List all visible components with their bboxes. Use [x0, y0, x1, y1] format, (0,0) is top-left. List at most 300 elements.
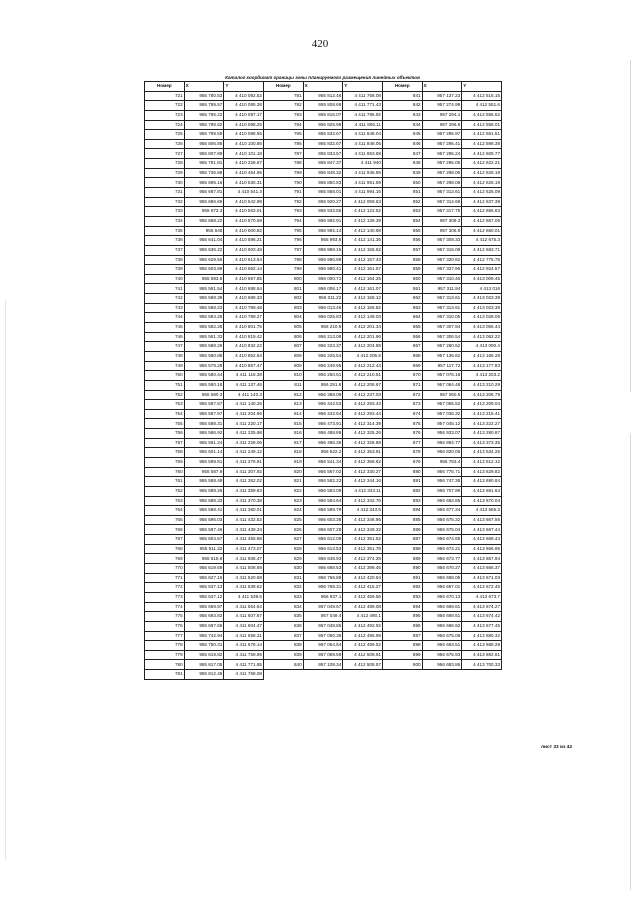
point-number-cell: 803: [263, 303, 303, 313]
point-number-cell: 736: [145, 236, 185, 246]
x-coordinate-cell: 955 795.22: [184, 110, 224, 120]
table-row: [145, 429, 502, 439]
y-coordinate-cell: 4 413 090.4: [462, 342, 502, 352]
y-coordinate-cell: 4 412 625.19: [462, 178, 502, 188]
x-coordinate-cell: 955 582.28: [184, 323, 224, 333]
table-row: [145, 612, 502, 622]
y-coordinate-cell: 4 413 691.64: [462, 486, 502, 496]
y-coordinate-cell: 4 410 613.54: [224, 255, 264, 265]
x-coordinate-cell: 955 603.89: [184, 265, 224, 275]
point-number-cell: 864: [382, 313, 422, 323]
table-row: [145, 400, 502, 410]
point-number-cell: 799: [263, 265, 303, 275]
y-coordinate-cell: 4 411 307.92: [224, 467, 264, 477]
point-number-cell: 792: [263, 197, 303, 207]
point-number-cell: 751: [145, 380, 185, 390]
x-coordinate-cell: 956 775.71: [422, 467, 462, 477]
x-coordinate-cell: 956 648.93: [303, 554, 343, 564]
y-coordinate-cell: 4 412 157.43: [343, 255, 383, 265]
table-row: [145, 303, 502, 313]
table-body: [145, 91, 502, 679]
y-coordinate-cell: 4 412 561.51: [462, 130, 502, 140]
y-coordinate-cell: 4 411 945.95: [343, 168, 383, 178]
table-row: [145, 265, 502, 275]
y-coordinate-cell: 4 412 660.01: [462, 226, 502, 236]
x-coordinate-cell: 955 581.33: [184, 332, 224, 342]
column-header: Номер: [382, 82, 422, 92]
point-number-cell: 817: [263, 438, 303, 448]
point-number-cell: 876: [382, 429, 422, 439]
point-number-cell: 838: [263, 641, 303, 651]
x-coordinate-cell: 955 637.12: [184, 592, 224, 602]
x-coordinate-cell: 955 579.28: [184, 361, 224, 371]
y-coordinate-cell: 4 412 558.01: [462, 120, 502, 130]
point-number-cell: 727: [145, 149, 185, 159]
y-coordinate-cell: 4 412 622.21: [462, 159, 502, 169]
column-header: Y: [343, 82, 383, 92]
x-coordinate-cell: 957 314.68: [422, 197, 462, 207]
point-number-cell: 723: [145, 110, 185, 120]
table-row: [145, 554, 502, 564]
y-coordinate-cell: 4 411 508.69: [224, 564, 264, 574]
table-row: [145, 592, 502, 602]
y-coordinate-cell: 4 412 490.1: [343, 612, 383, 622]
point-number-cell: 760: [145, 467, 185, 477]
point-number-cell: 844: [382, 120, 422, 130]
table-row: [145, 641, 502, 651]
x-coordinate-cell: 956 006.17: [303, 284, 343, 294]
point-number-cell: 886: [382, 525, 422, 535]
y-coordinate-cell: 4 413 672.45: [462, 583, 502, 593]
y-coordinate-cell: 4 412 609.77: [462, 149, 502, 159]
x-coordinate-cell: 957 295.05: [422, 159, 462, 169]
y-coordinate-cell: 4 413 290.87: [462, 429, 502, 439]
x-coordinate-cell: 955 697.66: [184, 621, 224, 631]
x-coordinate-cell: 957 117.72: [422, 361, 462, 371]
x-coordinate-cell: 956 768.31: [303, 583, 343, 593]
y-coordinate-cell: 4 412 489.08: [343, 602, 383, 612]
y-coordinate-cell: 4 412 508.91: [343, 650, 383, 660]
y-coordinate-cell: 4 412 139.39: [343, 216, 383, 226]
point-number-cell: 850: [382, 178, 422, 188]
x-coordinate-cell: 957 295.24: [422, 149, 462, 159]
x-coordinate-cell: 955 791.81: [184, 159, 224, 169]
y-coordinate-cell: 4 412 328.88: [343, 438, 383, 448]
point-number-cell: 879: [382, 457, 422, 467]
table-row: [145, 670, 502, 680]
y-coordinate-cell: 4 412 293.44: [343, 409, 383, 419]
point-number-cell: 748: [145, 351, 185, 361]
x-coordinate-cell: 956 442.53: [303, 400, 343, 410]
x-coordinate-cell: 955 799.59: [184, 130, 224, 140]
y-coordinate-cell: 4 410 095.38: [224, 101, 264, 111]
y-coordinate-cell: 4 413 665.3: [462, 506, 502, 516]
x-coordinate-cell: 956 358.09: [303, 390, 343, 400]
point-number-cell: 730: [145, 178, 185, 188]
y-coordinate-cell: 4 410 819.42: [224, 332, 264, 342]
point-number-cell: 858: [382, 255, 422, 265]
point-number-cell: 763: [145, 496, 185, 506]
x-coordinate-cell: 955 848.32: [303, 168, 343, 178]
y-coordinate-cell: 4 411 140.3: [224, 390, 264, 400]
y-coordinate-cell: 4 412 212.43: [343, 361, 383, 371]
point-number-cell: 842: [382, 101, 422, 111]
y-coordinate-cell: 4 411 759.95: [224, 650, 264, 660]
y-coordinate-cell: 4 412 330.27: [343, 467, 383, 477]
x-coordinate-cell: 956 249.95: [303, 361, 343, 371]
point-number-cell: 877: [382, 438, 422, 448]
y-coordinate-cell: 4 410 667.85: [224, 274, 264, 284]
x-coordinate-cell: 955 687.81: [184, 188, 224, 198]
point-number-cell: 789: [263, 168, 303, 178]
table-row: [145, 544, 502, 554]
x-coordinate-cell: 955 637.13: [184, 583, 224, 593]
point-number-cell: 893: [382, 592, 422, 602]
point-number-cell: 875: [382, 419, 422, 429]
x-coordinate-cell: 957 055.52: [422, 400, 462, 410]
point-number-cell: 747: [145, 342, 185, 352]
point-number-cell: 754: [145, 409, 185, 419]
y-coordinate-cell: 4 411 220.17: [224, 419, 264, 429]
y-coordinate-cell: 4 410 596.21: [224, 236, 264, 246]
x-coordinate-cell: 957 313.61: [422, 188, 462, 198]
y-coordinate-cell: 4 411 439.34: [224, 525, 264, 535]
point-number-cell: 761: [145, 477, 185, 487]
point-number-cell: 772: [145, 583, 185, 593]
x-coordinate-cell: 955 611.32: [184, 544, 224, 554]
y-coordinate-cell: 4 413 674.27: [462, 602, 502, 612]
y-coordinate-cell: 4 410 464.95: [224, 168, 264, 178]
column-header: Номер: [263, 82, 303, 92]
point-number-cell: 752: [145, 390, 185, 400]
point-number-cell: 797: [263, 245, 303, 255]
table-row: [145, 650, 502, 660]
column-header: X: [303, 82, 343, 92]
x-coordinate-cell: 955 668.22: [184, 216, 224, 226]
point-number-cell: 788: [263, 159, 303, 169]
x-coordinate-cell: 955 588.33: [184, 496, 224, 506]
table-row: [145, 120, 502, 130]
x-coordinate-cell: 955 595.03: [184, 515, 224, 525]
y-coordinate-cell: 4 411 771.85: [224, 660, 264, 670]
x-coordinate-cell: 955 580.18: [184, 380, 224, 390]
x-coordinate-cell: 957 298.06: [422, 168, 462, 178]
table-row: [145, 583, 502, 593]
point-number-cell: 744: [145, 313, 185, 323]
y-coordinate-cell: [343, 670, 383, 680]
x-coordinate-cell: 957 307.94: [422, 323, 462, 333]
x-coordinate-cell: 955 586.92: [184, 429, 224, 439]
point-number-cell: 753: [145, 400, 185, 410]
y-coordinate-cell: 4 411 961.69: [343, 178, 383, 188]
x-coordinate-cell: 955 742.94: [184, 631, 224, 641]
point-number-cell: 883: [382, 496, 422, 506]
table-row: [145, 631, 502, 641]
y-coordinate-cell: 4 412 156.62: [343, 245, 383, 255]
y-coordinate-cell: 4 412 598.38: [462, 139, 502, 149]
x-coordinate-cell: 957 108.34: [303, 660, 343, 670]
x-coordinate-cell: 955 819.82: [184, 650, 224, 660]
table-row: [145, 361, 502, 371]
x-coordinate-cell: 957 060.5: [422, 390, 462, 400]
y-coordinate-cell: 4 410 098.25: [224, 120, 264, 130]
point-number-cell: 808: [263, 351, 303, 361]
y-coordinate-cell: 4 413 692.61: [462, 650, 502, 660]
point-number-cell: 849: [382, 168, 422, 178]
x-coordinate-cell: 955 812.46: [303, 91, 343, 101]
point-number-cell: 826: [263, 525, 303, 535]
point-number-cell: 782: [263, 101, 303, 111]
table-row: [145, 188, 502, 198]
x-coordinate-cell: 957 313.61: [422, 303, 462, 313]
y-coordinate-cell: 4 412 059.63: [343, 197, 383, 207]
point-number-cell: 836: [263, 621, 303, 631]
x-coordinate-cell: 955 588.26: [184, 342, 224, 352]
point-number-cell: 765: [145, 515, 185, 525]
point-number-cell: 885: [382, 515, 422, 525]
point-number-cell: 749: [145, 361, 185, 371]
x-coordinate-cell: 956 607.28: [303, 525, 343, 535]
point-number-cell: 738: [145, 255, 185, 265]
y-coordinate-cell: 4 413 677.45: [462, 621, 502, 631]
x-coordinate-cell: 955 580.3: [184, 390, 224, 400]
y-coordinate-cell: 4 412 492.92: [343, 621, 383, 631]
y-coordinate-cell: 4 410 789.27: [224, 313, 264, 323]
point-number-cell: 734: [145, 216, 185, 226]
point-number-cell: 815: [263, 419, 303, 429]
y-coordinate-cell: 4 412 358.62: [343, 457, 383, 467]
x-coordinate-cell: 957 316.09: [422, 245, 462, 255]
table-row: [145, 168, 502, 178]
x-coordinate-cell: 955 597.46: [184, 525, 224, 535]
point-number-cell: 780: [145, 660, 185, 670]
table-row: [145, 448, 502, 458]
table-row: [145, 255, 502, 265]
point-number-cell: 766: [145, 525, 185, 535]
x-coordinate-cell: 957 048.86: [303, 621, 343, 631]
point-number-cell: 724: [145, 120, 185, 130]
x-coordinate-cell: 955 588.23: [184, 303, 224, 313]
x-coordinate-cell: 955 832.67: [303, 139, 343, 149]
y-coordinate-cell: 4 412 201.34: [343, 323, 383, 333]
point-number-cell: 814: [263, 409, 303, 419]
point-number-cell: 816: [263, 429, 303, 439]
y-coordinate-cell: 4 411 853.68: [343, 149, 383, 159]
x-coordinate-cell: 957 296.8: [422, 120, 462, 130]
point-number-cell: 821: [263, 477, 303, 487]
x-coordinate-cell: 955 920.27: [303, 197, 343, 207]
x-coordinate-cell: 955 832.67: [303, 130, 343, 140]
table-row: [145, 467, 502, 477]
x-coordinate-cell: 955 988.15: [303, 245, 343, 255]
y-coordinate-cell: 4 410 563.01: [224, 207, 264, 217]
x-coordinate-cell: 955 816.07: [303, 110, 343, 120]
table-row: [145, 323, 502, 333]
x-coordinate-cell: 956 675.08: [422, 631, 462, 641]
point-number-cell: 820: [263, 467, 303, 477]
table-row: [145, 101, 502, 111]
page-number: 420: [311, 38, 329, 50]
point-number-cell: 804: [263, 313, 303, 323]
x-coordinate-cell: 956 688.53: [303, 564, 343, 574]
point-number-cell: 827: [263, 535, 303, 545]
table-row: [145, 110, 502, 120]
point-number-cell: 860: [382, 274, 422, 284]
table-row: [145, 236, 502, 246]
point-number-cell: 869: [382, 361, 422, 371]
y-coordinate-cell: 4 412 495.99: [343, 631, 383, 641]
point-number-cell: 899: [382, 650, 422, 660]
x-coordinate-cell: 955 806.88: [184, 139, 224, 149]
y-coordinate-cell: 4 413 673.7: [462, 592, 502, 602]
point-number-cell: 897: [382, 631, 422, 641]
point-number-cell: 851: [382, 188, 422, 198]
y-coordinate-cell: 4 411 116.38: [224, 371, 264, 381]
y-coordinate-cell: 4 410 541.3: [224, 188, 264, 198]
x-coordinate-cell: 955 627.16: [184, 573, 224, 583]
x-coordinate-cell: 955 641.04: [184, 236, 224, 246]
y-coordinate-cell: 4 412 237.03: [343, 390, 383, 400]
point-number-cell: 811: [263, 380, 303, 390]
y-coordinate-cell: 4 412 325.26: [343, 429, 383, 439]
y-coordinate-cell: 4 412 655.63: [462, 207, 502, 217]
y-coordinate-cell: 4 413 674.42: [462, 612, 502, 622]
y-coordinate-cell: 4 412 156.82: [343, 303, 383, 313]
point-number-cell: 840: [263, 660, 303, 670]
x-coordinate-cell: 957 049.4: [303, 612, 343, 622]
x-coordinate-cell: 955 648: [184, 226, 224, 236]
point-number-cell: 847: [382, 149, 422, 159]
x-coordinate-cell: 957 064.48: [422, 380, 462, 390]
point-number-cell: 745: [145, 323, 185, 333]
point-number-cell: 812: [263, 390, 303, 400]
x-coordinate-cell: 956 669.51: [422, 612, 462, 622]
y-coordinate-cell: 4 410 530.31: [224, 178, 264, 188]
point-number-cell: 771: [145, 573, 185, 583]
y-coordinate-cell: 4 413 203.2: [462, 371, 502, 381]
table-row: [145, 149, 502, 159]
table-row: [145, 535, 502, 545]
table-row: [145, 207, 502, 217]
point-number-cell: 790: [263, 178, 303, 188]
x-coordinate-cell: 955 588.41: [184, 506, 224, 516]
point-number-cell: 776: [145, 621, 185, 631]
point-number-cell: 800: [263, 274, 303, 284]
x-coordinate-cell: 955 990.99: [303, 255, 343, 265]
x-coordinate-cell: 956 683.86: [422, 660, 462, 670]
y-coordinate-cell: 4 413 667.44: [462, 525, 502, 535]
point-number-cell: 833: [263, 592, 303, 602]
x-coordinate-cell: 957 137.23: [422, 91, 462, 101]
y-coordinate-cell: 4 413 668.44: [462, 535, 502, 545]
x-coordinate-cell: 957 064.54: [303, 641, 343, 651]
point-number-cell: 843: [382, 110, 422, 120]
point-number-cell: 740: [145, 274, 185, 284]
point-number-cell: 870: [382, 371, 422, 381]
y-coordinate-cell: 4 413 667.56: [462, 515, 502, 525]
y-coordinate-cell: 4 413 671.03: [462, 573, 502, 583]
y-coordinate-cell: 4 413 666.95: [462, 544, 502, 554]
point-number-cell: 862: [382, 294, 422, 304]
y-coordinate-cell: 4 410 652.14: [224, 265, 264, 275]
y-coordinate-cell: 4 413 023.39: [462, 294, 502, 304]
x-coordinate-cell: 956 613.53: [303, 544, 343, 554]
point-number-cell: 735: [145, 226, 185, 236]
point-number-cell: 778: [145, 641, 185, 651]
x-coordinate-cell: 956 210.9: [303, 323, 343, 333]
point-number-cell: 810: [263, 371, 303, 381]
table-row: [145, 342, 502, 352]
point-number-cell: 802: [263, 294, 303, 304]
point-number-cell: 832: [263, 583, 303, 593]
y-coordinate-cell: 4 411 204.96: [224, 409, 264, 419]
table-row: [145, 197, 502, 207]
point-number-cell: 726: [145, 139, 185, 149]
x-coordinate-cell: 956 488.89: [303, 429, 343, 439]
x-coordinate-cell: 955 588.26: [184, 486, 224, 496]
point-number-cell: 896: [382, 621, 422, 631]
coordinates-table: [144, 81, 502, 680]
y-coordinate-cell: 4 413 206.79: [462, 390, 502, 400]
x-coordinate-cell: 957 327.96: [422, 265, 462, 275]
y-coordinate-cell: 4 412 399.45: [343, 564, 383, 574]
point-number-cell: 848: [382, 159, 422, 169]
x-coordinate-cell: 956 682.85: [422, 496, 462, 506]
x-coordinate-cell: 956 011.22: [303, 294, 343, 304]
point-number-cell: 894: [382, 602, 422, 612]
point-number-cell: 722: [145, 101, 185, 111]
point-number-cell: 884: [382, 506, 422, 516]
point-number-cell: 856: [382, 236, 422, 246]
y-coordinate-cell: 4 412 201.96: [343, 332, 383, 342]
point-number-cell: 898: [382, 641, 422, 651]
y-coordinate-cell: 4 410 101.18: [224, 149, 264, 159]
x-coordinate-cell: 956 589.79: [303, 506, 343, 516]
x-coordinate-cell: 955 580.44: [184, 371, 224, 381]
x-coordinate-cell: 956 584.64: [303, 496, 343, 506]
y-coordinate-cell: 4 412 158.12: [343, 294, 383, 304]
point-number-cell: 828: [263, 544, 303, 554]
y-coordinate-cell: 4 412 314.39: [343, 419, 383, 429]
x-coordinate-cell: 956 747.36: [422, 477, 462, 487]
y-coordinate-cell: 4 410 801.75: [224, 323, 264, 333]
y-coordinate-cell: 4 410 832.22: [224, 342, 264, 352]
x-coordinate-cell: 955 604.57: [184, 535, 224, 545]
point-number-cell: 764: [145, 506, 185, 516]
x-coordinate-cell: 956 669.81: [422, 602, 462, 612]
y-coordinate-cell: 4 410 603.48: [224, 245, 264, 255]
x-coordinate-cell: 956 473.91: [303, 419, 343, 429]
point-number-cell: 784: [263, 120, 303, 130]
x-coordinate-cell: 957 036.32: [422, 409, 462, 419]
point-number-cell: 855: [382, 226, 422, 236]
y-coordinate-cell: 4 413 700.33: [462, 660, 502, 670]
x-coordinate-cell: 955 593.6: [184, 274, 224, 284]
y-coordinate-cell: 4 411 604.47: [224, 621, 264, 631]
y-coordinate-cell: 4 411 607.67: [224, 612, 264, 622]
y-coordinate-cell: 4 411 771.43: [343, 101, 383, 111]
x-coordinate-cell: 956 670.13: [422, 592, 462, 602]
y-coordinate-cell: 4 412 924.57: [462, 265, 502, 275]
x-coordinate-cell: 957 294.1: [422, 110, 462, 120]
x-coordinate-cell: 956 250.51: [303, 371, 343, 381]
point-number-cell: 888: [382, 544, 422, 554]
scan-margin-line: [630, 60, 631, 890]
y-coordinate-cell: 4 411 137.46: [224, 380, 264, 390]
x-coordinate-cell: 955 580.88: [184, 351, 224, 361]
y-coordinate-cell: 4 411 768.08: [343, 91, 383, 101]
point-number-cell: 741: [145, 284, 185, 294]
